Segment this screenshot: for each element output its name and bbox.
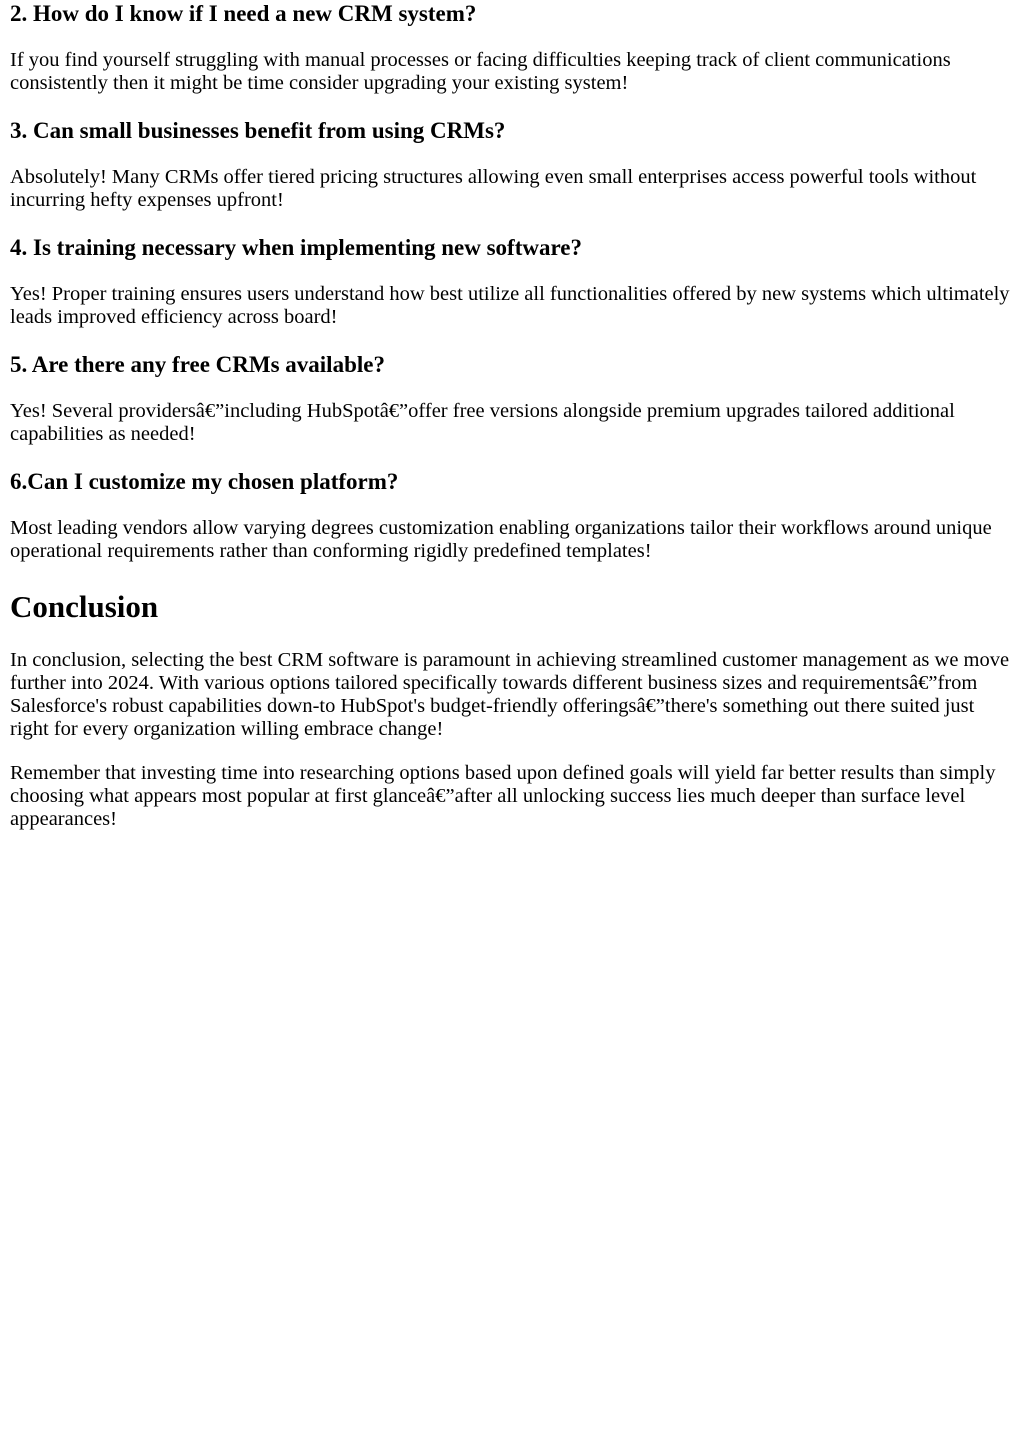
faq-answer: Yes! Proper training ensures users understand how best utilize all functionalities offered by new systems which ultimately leads improved efficiency across board! — [10, 283, 1010, 328]
faq-item — [10, 234, 1014, 329]
faq-answer: Absolutely! Many CRMs offer tiered pricing structures allowing even small enterprises access powerful tools without incurring hefty expenses upfront! — [10, 166, 977, 211]
faq-question: 2. How do I know if I need a new CRM system? — [10, 1, 477, 26]
conclusion-paragraph: In conclusion, selecting the best CRM software is paramount in achieving streamlined customer management as we move further into 2024. With various options tailored specifically towards different business sizes and requirementsâ€”from Salesforce's robust capabilities down-to HubSpot's budget-friendly offeringsâ€”there's something out there suited just right for every organization willing embrace change! — [10, 649, 1010, 740]
faq-question: 3. Can small businesses benefit from using CRMs? — [10, 118, 506, 143]
faq-item — [10, 0, 1014, 95]
conclusion-title: Conclusion — [10, 589, 159, 624]
faq-answer: If you find yourself struggling with manual processes or facing difficulties keeping track of client communications consistently then it might be time consider upgrading your existing system! — [10, 49, 951, 94]
conclusion-paragraph: Remember that investing time into researching options based upon defined goals will yield far better results than simply choosing what appears most popular at first glanceâ€”after all unlocking success lies much deeper than surface level appearances! — [10, 762, 996, 830]
faq-question: 4. Is training necessary when implementing new software? — [10, 235, 582, 260]
faq-answer: Most leading vendors allow varying degrees customization enabling organizations tailor their workflows around unique operational requirements rather than conforming rigidly predefined templates! — [10, 517, 992, 562]
faq-question: 6.Can I customize my chosen platform? — [10, 469, 399, 494]
faq-item — [10, 468, 1014, 563]
faq-question: 5. Are there any free CRMs available? — [10, 352, 385, 377]
faq-answer: Yes! Several providersâ€”including HubSpotâ€”offer free versions alongside premium upgrades tailored additional capabilities as needed! — [10, 400, 955, 445]
conclusion-section — [10, 589, 1014, 831]
faq-item — [10, 351, 1014, 446]
faq-item — [10, 117, 1014, 212]
